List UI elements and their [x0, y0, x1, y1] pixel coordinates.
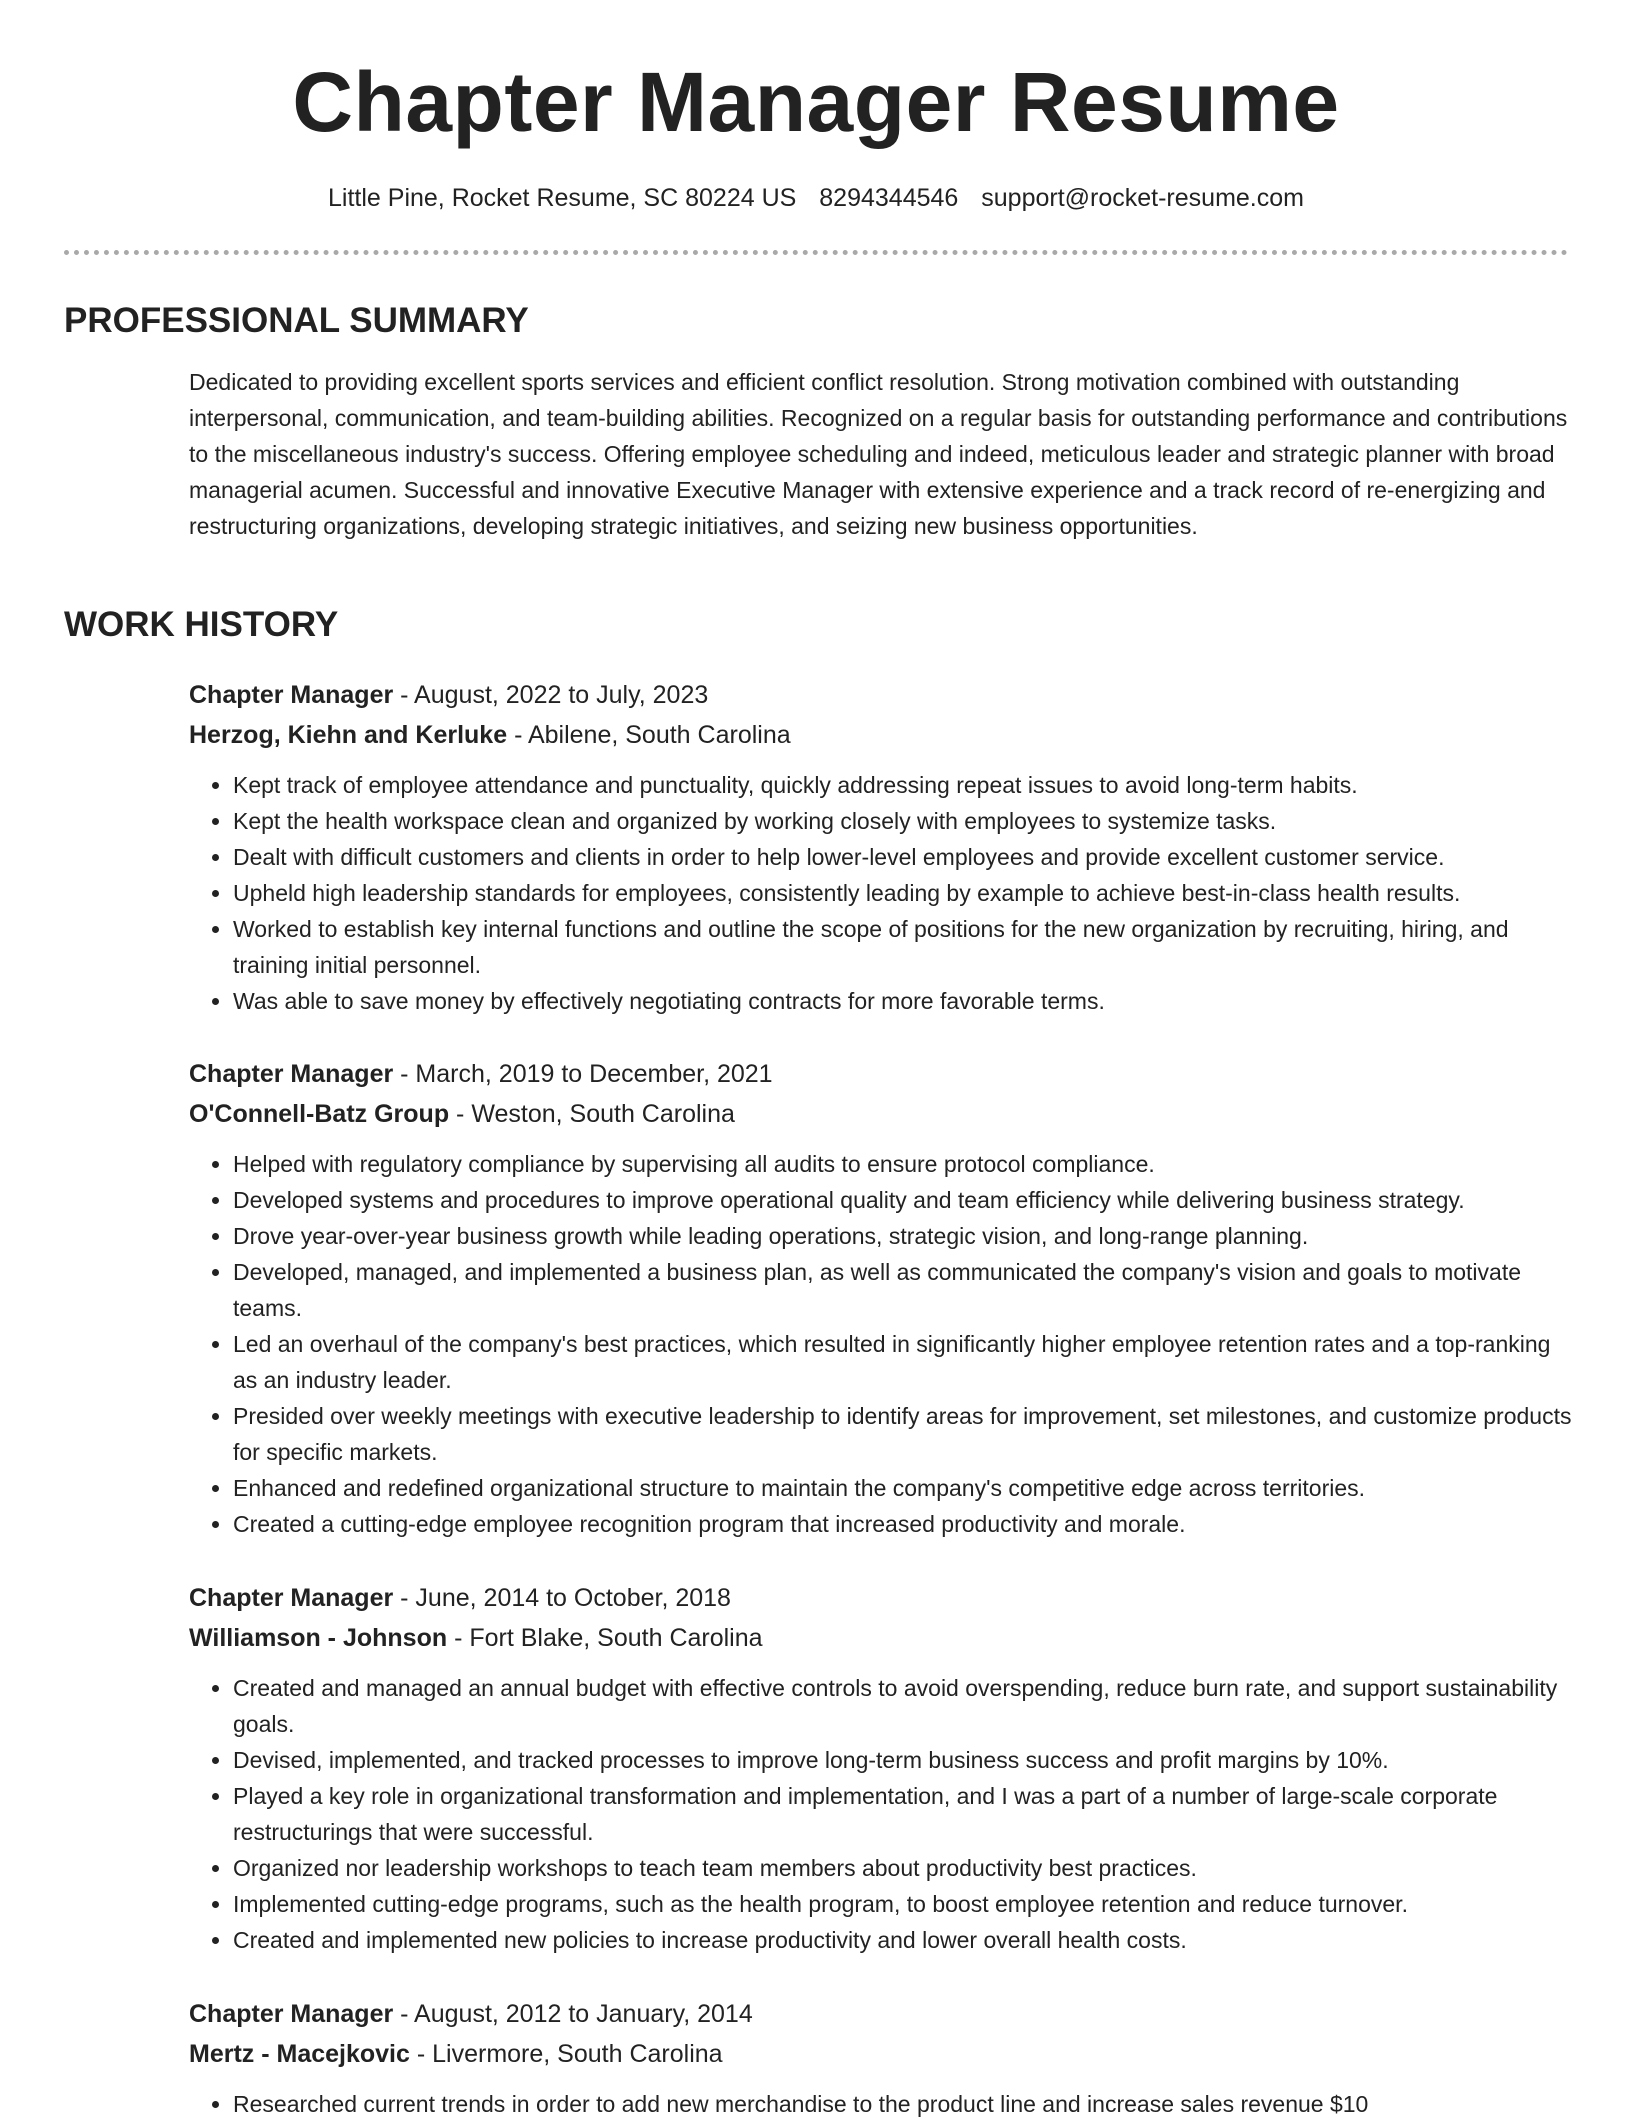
- job-bullet: • Kept track of employee attendance and punctuality, quickly addressing repeat issues to avoid long-term habits.: [233, 767, 1579, 803]
- contact-phone: 8294344546: [819, 184, 959, 212]
- section-title-summary: PROFESSIONAL SUMMARY: [64, 301, 529, 340]
- job-location: - Livermore, South Carolina: [409, 2040, 723, 2068]
- job-bullet: • Dealt with difficult customers and clients in order to help lower-level employees and provide excellent customer service.: [233, 839, 1579, 875]
- contact-line: [0, 180, 1632, 216]
- job-company-line: [189, 1094, 1579, 1134]
- job-bullets: [189, 1146, 1579, 1542]
- summary-text: Dedicated to providing excellent sports services and efficient conflict resolution. Strong motivation combined with outstanding interpersonal, communication, and team-building abilities. Recognized on a regular basis for outstanding performance and contributions to the miscellaneous industry's success. Offering employee scheduling and indeed, meticulous leader and strategic planner with broad managerial acumen. Successful and innovative Executive Manager with extensive experience and a track record of re-energizing and restructuring organizations, developing strategic initiatives, and seizing new business opportunities.: [189, 369, 1568, 539]
- job-company: Herzog, Kiehn and Kerluke: [189, 721, 508, 749]
- job-bullet: • Developed systems and procedures to improve operational quality and team efficiency while delivering business strategy.: [233, 1182, 1579, 1218]
- job-bullet: • Was able to save money by effectively negotiating contracts for more favorable terms.: [233, 983, 1579, 1019]
- job-bullet: • Upheld high leadership standards for employees, consistently leading by example to achieve best-in-class health results.: [233, 875, 1579, 911]
- job-bullet: • Drove year-over-year business growth while leading operations, strategic vision, and long-range planning.: [233, 1218, 1579, 1254]
- job-entry: [189, 1054, 1579, 1542]
- job-location: - Weston, South Carolina: [449, 1100, 735, 1128]
- resume-name: Chapter Manager Resume: [292, 55, 1340, 149]
- job-bullet: • Researched current trends in order to add new merchandise to the product line and increase sales revenue $10: [233, 2086, 1579, 2122]
- job-bullet: • Created a cutting-edge employee recognition program that increased productivity and morale.: [233, 1506, 1579, 1542]
- job-bullet: • Led an overhaul of the company's best practices, which resulted in significantly higher employee retention rates and a top-ranking as an industry leader.: [233, 1326, 1579, 1398]
- job-company: Mertz - Macejkovic: [189, 2040, 410, 2068]
- contact-address: Little Pine, Rocket Resume, SC 80224 US: [328, 184, 797, 212]
- job-entry: [189, 1578, 1579, 1958]
- job-title-line: [189, 675, 1579, 715]
- job-bullet: • Created and implemented new policies to increase productivity and lower overall health costs.: [233, 1922, 1579, 1958]
- job-bullet: • Presided over weekly meetings with executive leadership to identify areas for improvement, set milestones, and customize products for specific markets.: [233, 1398, 1579, 1470]
- job-bullet: • Worked to establish key internal functions and outline the scope of positions for the new organization by recruiting, hiring, and training initial personnel.: [233, 911, 1579, 983]
- job-entry: [189, 675, 1579, 1019]
- job-entry: [189, 1994, 1579, 2122]
- job-bullets: [189, 767, 1579, 1019]
- job-dates: - June, 2014 to October, 2018: [393, 1584, 731, 1612]
- job-title-line: [189, 1994, 1579, 2034]
- job-bullet: • Implemented cutting-edge programs, such as the health program, to boost employee retention and reduce turnover.: [233, 1886, 1579, 1922]
- job-bullet: • Played a key role in organizational transformation and implementation, and I was a part of a number of large-scale corporate restructurings that were successful.: [233, 1778, 1579, 1850]
- job-title: Chapter Manager: [189, 681, 394, 709]
- job-company-line: [189, 2034, 1579, 2074]
- job-company-line: [189, 715, 1579, 755]
- job-title-line: [189, 1578, 1579, 1618]
- job-bullet: • Developed, managed, and implemented a business plan, as well as communicated the company's vision and goals to motivate teams.: [233, 1254, 1579, 1326]
- job-dates: - March, 2019 to December, 2021: [393, 1060, 773, 1088]
- job-company-line: [189, 1618, 1579, 1658]
- section-title-work-history: WORK HISTORY: [64, 605, 339, 644]
- job-title: Chapter Manager: [189, 1584, 394, 1612]
- job-bullet: • Helped with regulatory compliance by supervising all audits to ensure protocol compliance.: [233, 1146, 1579, 1182]
- job-bullets: [189, 2086, 1579, 2122]
- job-bullets: [189, 1670, 1579, 1958]
- job-location: - Abilene, South Carolina: [507, 721, 791, 749]
- job-company: Williamson - Johnson: [189, 1624, 448, 1652]
- job-bullet: • Created and managed an annual budget with effective controls to avoid overspending, reduce burn rate, and support sustainability goals.: [233, 1670, 1579, 1742]
- job-dates: - August, 2012 to January, 2014: [393, 2000, 753, 2028]
- job-dates: - August, 2022 to July, 2023: [393, 681, 709, 709]
- job-bullet: • Kept the health workspace clean and organized by working closely with employees to systemize tasks.: [233, 803, 1579, 839]
- job-bullet: • Organized nor leadership workshops to teach team members about productivity best practices.: [233, 1850, 1579, 1886]
- header-divider: [64, 250, 1568, 255]
- job-company: O'Connell-Batz Group: [189, 1100, 450, 1128]
- contact-email: support@rocket-resume.com: [981, 184, 1304, 212]
- job-location: - Fort Blake, South Carolina: [447, 1624, 763, 1652]
- job-title: Chapter Manager: [189, 2000, 394, 2028]
- job-title: Chapter Manager: [189, 1060, 394, 1088]
- job-title-line: [189, 1054, 1579, 1094]
- job-bullet: • Enhanced and redefined organizational structure to maintain the company's competitive edge across territories.: [233, 1470, 1579, 1506]
- job-bullet: • Devised, implemented, and tracked processes to improve long-term business success and profit margins by 10%.: [233, 1742, 1579, 1778]
